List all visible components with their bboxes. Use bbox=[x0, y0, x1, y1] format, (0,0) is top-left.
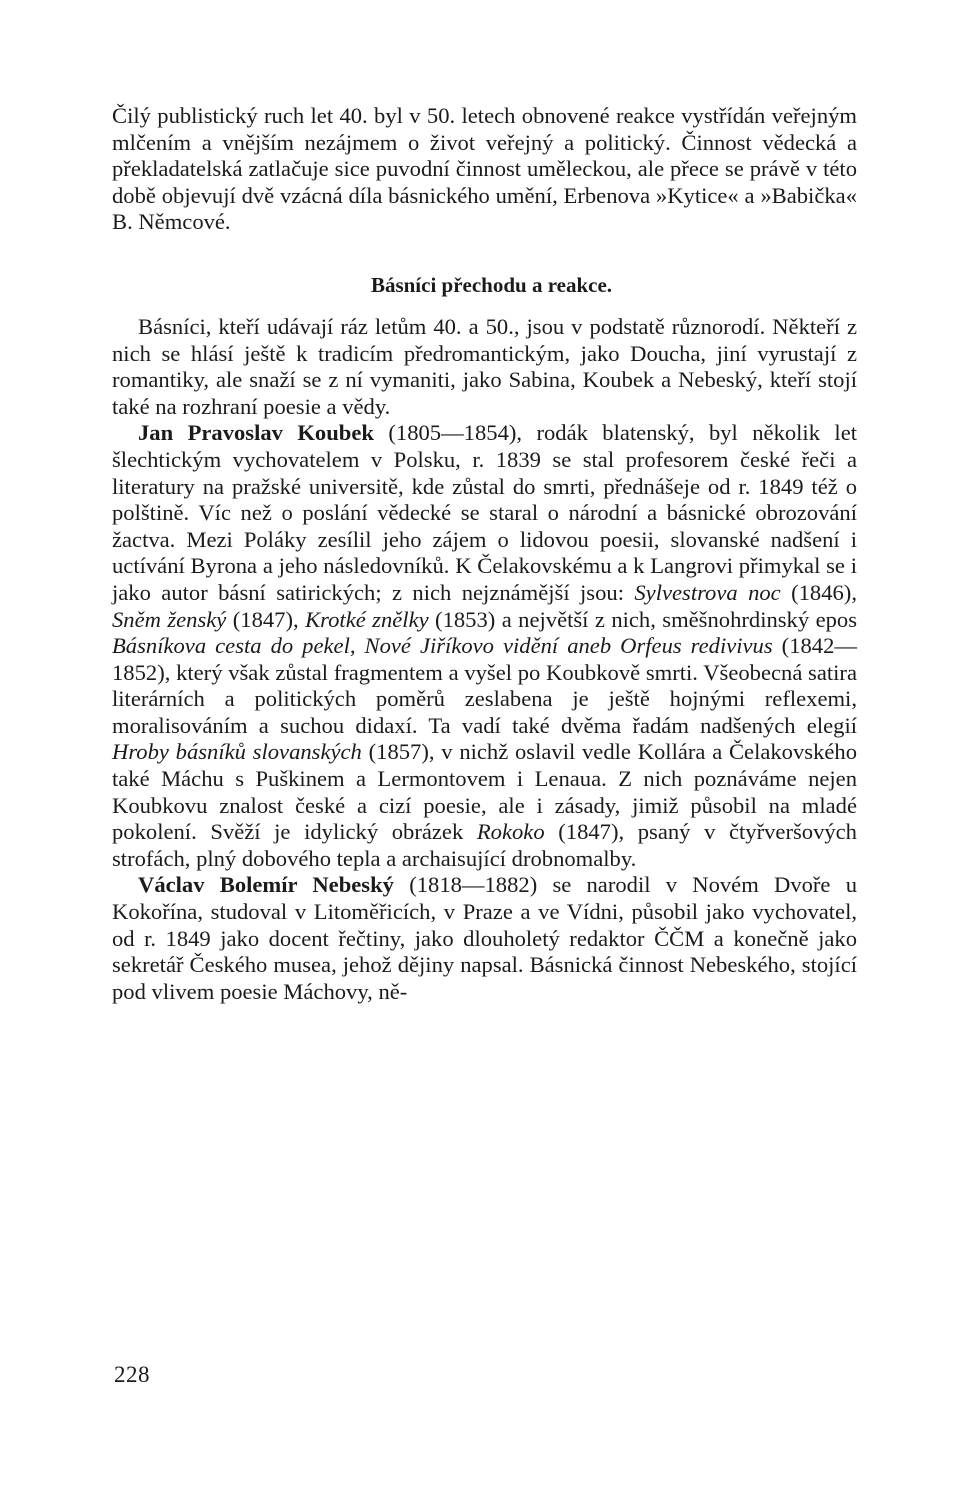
work-title: Sylvestrova noc bbox=[634, 579, 781, 605]
text-run: (1847), psaný v čtyřveršových strofách, plný dobového tepla a archaisující drobnomalby. bbox=[112, 819, 857, 871]
text-run: (1857), v nichž oslavil vedle Kollára a Čelakovského také Máchu s Puškinem a Lermontovem i Lenaua. Z nich poznáváme nejen Koubkovu znalost české a cizí poesie, ale i zásady, jimiž působil na mladé pokolení. Svěží je idylický obrázek bbox=[112, 739, 857, 845]
text-run: (1818—1882) se narodil v Novém Dvoře u Kokořína, studoval v Litoměřicích, v Praze a ve Vídni, působil jako vychovatel, od r. 1849 jako docent řečtiny, jako dlouholetý redaktor ČČM a konečně jako sekretář Českého musea, jehož dějiny napsal. Básnická činnost Nebeského, stojící pod vlivem poesie Máchovy, ně- bbox=[112, 872, 857, 1004]
text-run: (1842—1852), který však zůstal fragmentem a vyšel po Koubkově smrti. Všeobecná satira literárních a politických poměrů zeslabena je ještě hojnými reflexemi, moralisováním a suchou didaxí. Ta vadí také dvěma řadám nadšených elegií bbox=[112, 633, 857, 738]
paragraph-intro: Čilý publistický ruch let 40. byl v 50. letech obnovené reakce vystřídán veřejným mlčením a vnějším nezájmem o život veřejný a politický. Činnost vědecká a překladatelská zatlačuje sice puvodní činnost uměleckou, ale přece se právě v této době objevují dvě vzácná díla básnického umění, Erbenova »Kytice« a »Babička« B. Němcové. bbox=[112, 103, 857, 235]
author-name-koubek: Jan Pravoslav Koubek bbox=[138, 420, 374, 446]
work-title: Krotké znělky bbox=[305, 606, 429, 632]
text-run: (1805—1854), rodák blatenský, byl několik let šlechtickým vychovatelem v Polsku, r. 1839 se stal profesorem české řeči a literatury na pražské universitě, kde zůstal do smrti, přednášeje od r. 1849 též o polštině. Víc než o poslání vědecké se staral o národní a básnické obrozování žactva. Mezi Poláky zesílil jeho zájem o lidovou poesii, slovanské nadšení i uctívání Byrona a jeho následovníků. K Čelakovskému a k Langrovi přimykal se i jako autor básní satirických; z nich nejznámější jsou: bbox=[112, 420, 858, 605]
author-name-nebesky: Václav Bolemír Nebeský bbox=[138, 872, 394, 898]
section-heading: Básníci přechodu a reakce. bbox=[370, 272, 613, 297]
paragraph-nebesky bbox=[112, 872, 857, 1005]
text-run: (1853) a největší z nich, směšnohrdinský epos bbox=[428, 606, 857, 632]
paragraph-koubek bbox=[112, 420, 857, 872]
work-title: Rokoko bbox=[476, 819, 545, 845]
text-run: (1847), bbox=[226, 606, 306, 632]
work-title: Básníkova cesta do pekel, Nové Jiříkovo vidění aneb Orfeus redivivus bbox=[112, 633, 773, 659]
paragraph-poets-overview: Básníci, kteří udávají ráz letům 40. a 50., jsou v podstatě různorodí. Někteří z nich se hlásí ještě k tradicím předromantickým, jako Doucha, jiní vyrustají z romantiky, ale snaží se z ní vymaniti, jako Sabina, Koubek a Nebeský, kteří stojí také na rozhraní poesie a vědy. bbox=[112, 313, 857, 419]
page-text-block bbox=[112, 103, 857, 1005]
work-title: Sněm ženský bbox=[112, 606, 227, 632]
page-number: 228 bbox=[114, 1362, 150, 1387]
work-title: Hroby básníků slovanských bbox=[112, 739, 362, 765]
text-run: (1846), bbox=[780, 579, 857, 605]
